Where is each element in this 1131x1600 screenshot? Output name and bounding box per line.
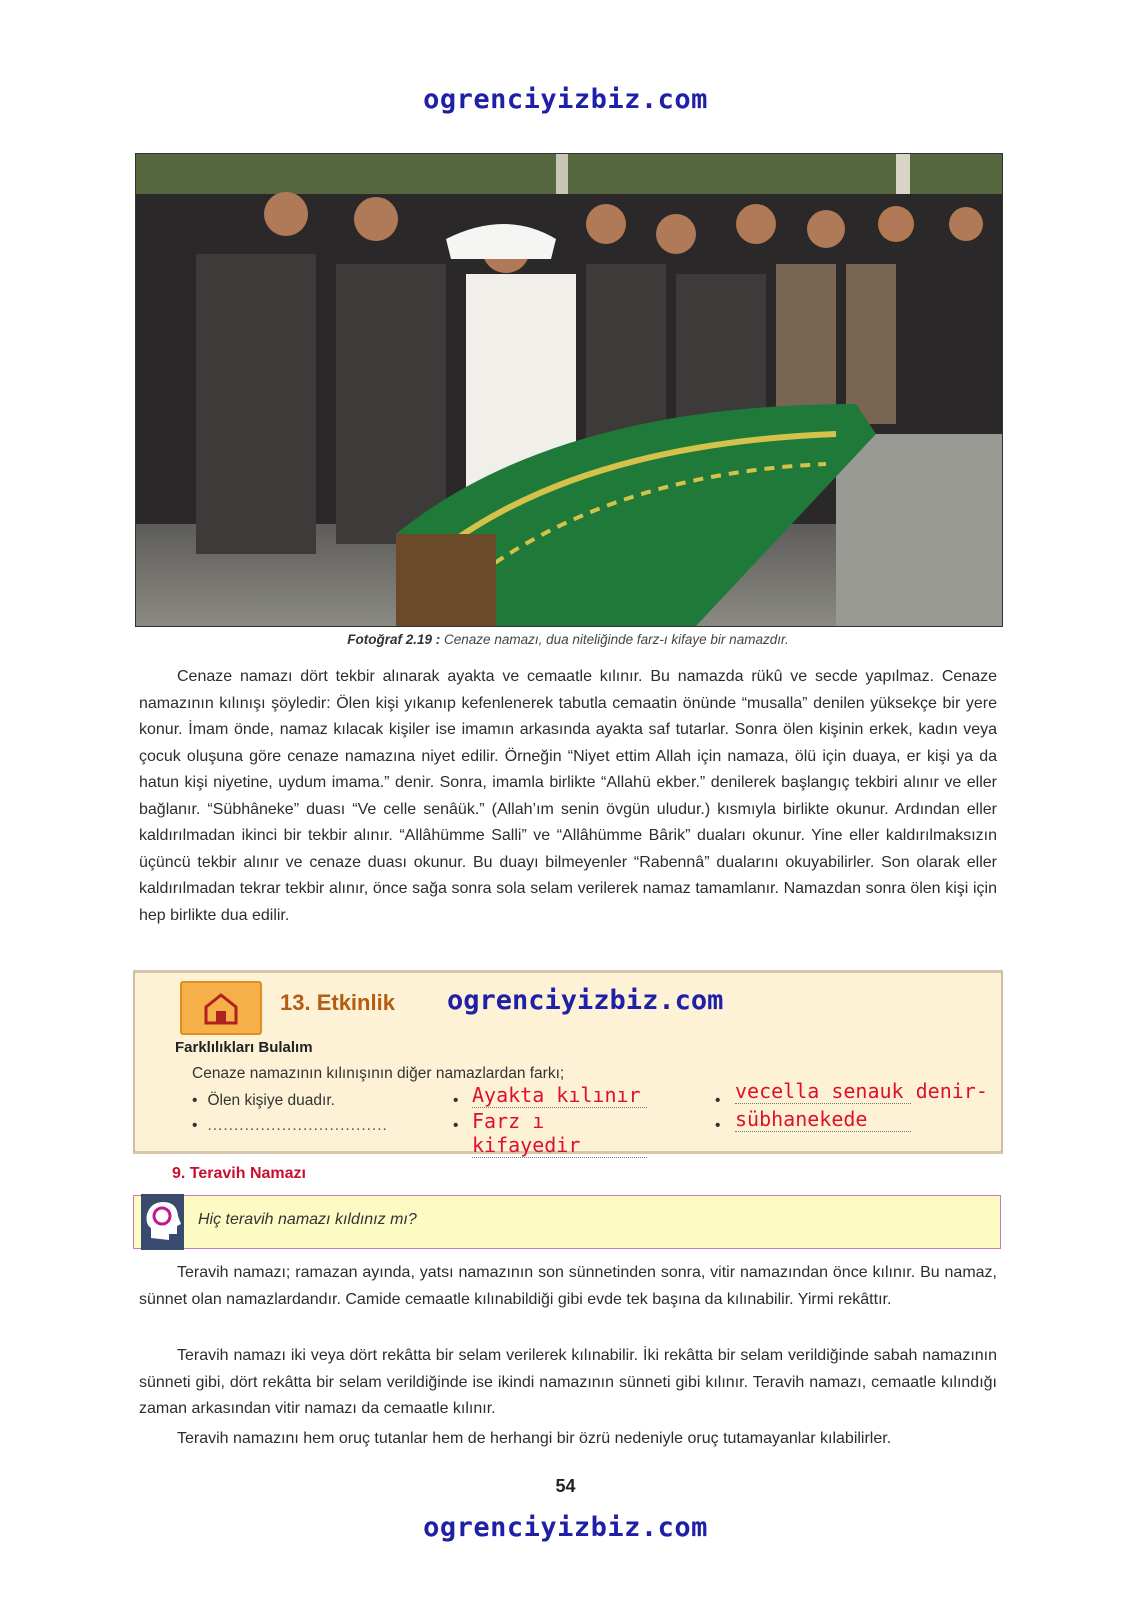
activity-box xyxy=(133,970,1003,1157)
section-heading: 9. Teravih Namazı xyxy=(172,1165,306,1182)
activity-subtitle: Farklılıkları Bulalım xyxy=(175,1039,313,1056)
answer-2: Farz ı kifayedir xyxy=(472,1109,647,1158)
answer-4: sübhanekede xyxy=(735,1107,911,1132)
list-item: • xyxy=(715,1117,721,1134)
activity-title: 13. Etkinlik xyxy=(280,990,395,1015)
watermark-top: ogrenciyizbiz.com xyxy=(423,84,708,115)
answer-3: vecella senauk denir- xyxy=(735,1079,988,1103)
answer-1: Ayakta kılınır xyxy=(472,1083,647,1108)
list-item: • xyxy=(715,1092,721,1109)
page-number: 54 xyxy=(555,1476,576,1496)
watermark-activity: ogrenciyizbiz.com xyxy=(447,985,724,1016)
question-box xyxy=(133,1195,1001,1249)
question-text: Hiç teravih namazı kıldınız mı? xyxy=(198,1211,417,1228)
blank-line: .................................. xyxy=(207,1117,388,1134)
funeral-prayer-photo xyxy=(135,153,1003,627)
caption-label: Fotoğraf 2.19 : xyxy=(347,632,441,647)
house-icon xyxy=(180,981,262,1035)
paragraph-teravih-1: Teravih namazı; ramazan ayında, yatsı namazının son sünnetinden sonra, vitir namazından önce kılınır. Bu namaz, sünnet olan namazlardandır. Camide cemaatle kılınabildiği gibi evde tek başına da kılınabilir. Yirmi rekâttır. xyxy=(139,1264,997,1308)
list-item: • Ölen kişiye duadır. xyxy=(192,1092,335,1109)
list-item: • xyxy=(453,1092,459,1109)
paragraph-teravih-3: Teravih namazını hem oruç tutanlar hem de herhangi bir özrü nedeniyle oruç tutamayanlar kılabilirler. xyxy=(177,1430,892,1447)
list-item: • .................................. xyxy=(192,1117,388,1134)
list-item: • xyxy=(453,1117,459,1134)
watermark-bottom: ogrenciyizbiz.com xyxy=(423,1512,708,1543)
photo-illustration xyxy=(136,154,1002,626)
paragraph-teravih-2: Teravih namazı iki veya dört rekâtta bir selam verilerek kılınabilir. İki rekâtta bir selam verildiğinde sabah namazının sünneti gibi, dört rekâtta bir selam verildiğinde ise ikindi namazının sünneti gibi kılınır. Teravih namazı, cemaatle kılındığı zaman arkasından vitir namazı da cemaatle kılınır. xyxy=(139,1347,997,1417)
caption-text: Cenaze namazı, dua niteliğinde farz-ı kifaye bir namazdır. xyxy=(440,632,789,647)
thinking-head-icon xyxy=(141,1194,184,1250)
paragraph-funeral-prayer: Cenaze namazı dört tekbir alınarak ayakta ve cemaatle kılınır. Bu namazda rükû ve secde yapılmaz. Cenaze namazının kılınışı şöyledir: Ölen kişi yıkanıp kefenlenerek tabutla cemaatin önünde “musalla” denilen yüksekçe bir yere konur. İmam önde, namaz kılacak kişiler ise imamın arkasında ayakta saf tutarlar. Sonra ölen kişinin erkek, kadın veya çocuk oluşuna göre cenaze namazına niyet edilir. Örneğin “Niyet ettim Allah için namaza, ölü için duaya, er kişi ya da hatun kişi niyetine, uydum imama.” denir. Sonra, imamla birlikte “Allahü ekber.” denilerek başlangıç tekbiri alınır ve eller bağlanır. “Sübhâneke” duası “Ve celle senâük.” (Allah’ım senin övgün uludur.) kısmıyla birlikte okunur. Ardından eller kaldırılmadan ikinci bir tekbir alınır. “Allâhümme Salli” ve “Allâhümme Bârik” duaları okunur. Yine eller kaldırılmaksızın üçüncü tekbir alınır ve cenaze duası okunur. Bu duayı bilmeyenler “Rabennâ” dualarını okuyabilirler. Son olarak eller kaldırılmadan tekrar tekbir alınır, önce sağa sonra sola selam verilerek namaz tamamlanır. Namazdan sonra ölen kişi için hep birlikte dua edilir. xyxy=(139,668,997,924)
photo-caption xyxy=(135,632,1001,647)
given-answer: Ölen kişiye duadır. xyxy=(207,1092,335,1109)
activity-intro: Cenaze namazının kılınışının diğer namazlardan farkı; xyxy=(192,1065,565,1082)
